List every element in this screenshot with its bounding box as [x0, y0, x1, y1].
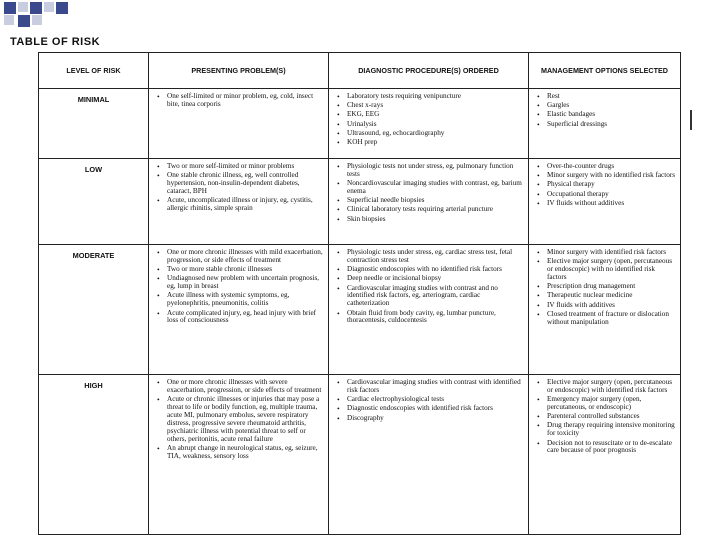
level-cell: [39, 159, 149, 245]
risk-row-high: [39, 375, 681, 535]
diagnostic-list: [329, 159, 528, 227]
diagnostic-item: • Diagnostic endoscopies with no identified risk factors: [337, 266, 524, 274]
deco-square-2: [18, 2, 28, 12]
diagnostic-item: • Cardiovascular imaging studies with contrast with identified risk factors: [337, 379, 524, 395]
diagnostic-list: [329, 375, 528, 426]
problem-list: [149, 89, 328, 112]
diagnostic-cell: [329, 159, 529, 245]
problem-list: [149, 245, 328, 329]
management-item: • Emergency major surgery (open, percutaneous, or endoscopic): [537, 396, 676, 412]
problem-item: • Acute, uncomplicated illness or injury, eg, cystitis, allergic rhinitis, simple sprain: [157, 197, 324, 213]
management-item: • Over-the-counter drugs: [537, 163, 676, 171]
problem-item: • Undiagnosed new problem with uncertain prognosis, eg, lump in breast: [157, 275, 324, 291]
margin-mark: [690, 110, 692, 130]
diagnostic-item: • Discography: [337, 415, 524, 423]
slide-corner-decoration: [0, 0, 80, 28]
management-item: • Occupational therapy: [537, 191, 676, 199]
management-item: • Therapeutic nuclear medicine: [537, 292, 676, 300]
diagnostic-item: • Diagnostic endoscopies with identified risk factors: [337, 405, 524, 413]
diagnostic-item: • Cardiovascular imaging studies with contrast and no identified risk factors, eg, arteriogram, cardiac catheterization: [337, 285, 524, 309]
problem-item: • One or more chronic illnesses with mild exacerbation, progression, or side effects of treatment: [157, 249, 324, 265]
level-label: HIGH: [84, 381, 103, 390]
risk-table: [38, 52, 681, 535]
problem-item: • One or more chronic illnesses with severe exacerbation, progression, or side effects of treatment: [157, 379, 324, 395]
management-item: • Elective major surgery (open, percutaneous or endoscopic) with no identified risk factors: [537, 258, 676, 282]
diagnostic-item: • Laboratory tests requiring venipuncture: [337, 93, 524, 101]
problem-cell: [149, 89, 329, 159]
management-item: • Prescription drug management: [537, 283, 676, 291]
diagnostic-cell: [329, 89, 529, 159]
problem-list: [149, 159, 328, 216]
level-cell: [39, 375, 149, 535]
management-cell: [529, 89, 681, 159]
management-cell: [529, 159, 681, 245]
diagnostic-item: • Physiologic tests not under stress, eg, pulmonary function tests: [337, 163, 524, 179]
header-level: LEVEL OF RISK: [39, 53, 149, 89]
problem-item: • Acute or chronic illnesses or injuries that may pose a threat to life or bodily function, eg, multiple trauma, acute MI, pulmonary embolus, severe respiratory distress, progressive severe rheumatoid arthritis, psychiatric illness with potential threat to self or others, peritonitis, acute renal failure: [157, 396, 324, 443]
diagnostic-item: • Urinalysis: [337, 121, 524, 129]
diagnostic-item: • Cardiac electrophysiological tests: [337, 396, 524, 404]
diagnostic-item: • Deep needle or incisional biopsy: [337, 275, 524, 283]
management-item: • Minor surgery with no identified risk factors: [537, 172, 676, 180]
header-problem: PRESENTING PROBLEM(S): [149, 53, 329, 89]
management-item: • Drug therapy requiring intensive monitoring for toxicity: [537, 422, 676, 438]
problem-cell: [149, 245, 329, 375]
diagnostic-item: • Chest x-rays: [337, 102, 524, 110]
management-cell: [529, 245, 681, 375]
diagnostic-cell: [329, 245, 529, 375]
risk-row-minimal: [39, 89, 681, 159]
deco-square-6: [4, 15, 14, 25]
page-title: TABLE OF RISK: [10, 36, 101, 48]
management-item: • Parenteral controlled substances: [537, 413, 676, 421]
problem-list: [149, 375, 328, 464]
diagnostic-item: • Skin biopsies: [337, 216, 524, 224]
diagnostic-item: • Noncardiovascular imaging studies with contrast, eg, barium enema: [337, 180, 524, 196]
diagnostic-list: [329, 245, 528, 329]
diagnostic-item: • Superficial needle biopsies: [337, 197, 524, 205]
deco-square-4: [44, 2, 54, 12]
management-item: • Minor surgery with identified risk factors: [537, 249, 676, 257]
management-item: • Physical therapy: [537, 181, 676, 189]
level-label: LOW: [84, 165, 103, 174]
diagnostic-list: [329, 89, 528, 150]
deco-square-5: [56, 2, 68, 14]
level-cell: [39, 89, 149, 159]
management-item: • IV fluids with additives: [537, 302, 676, 310]
deco-square-8: [32, 15, 42, 25]
diagnostic-item: • Obtain fluid from body cavity, eg, lumbar puncture, thoracentesis, culdocentesis: [337, 310, 524, 326]
problem-item: • Acute complicated injury, eg, head injury with brief loss of consciousness: [157, 310, 324, 326]
management-item: • Gargles: [537, 102, 676, 110]
management-item: • Closed treatment of fracture or dislocation without manipulation: [537, 311, 676, 327]
diagnostic-item: • EKG, EEG: [337, 111, 524, 119]
management-list: [529, 245, 680, 330]
problem-item: • An abrupt change in neurological status, eg, seizure, TIA, weakness, sensory loss: [157, 445, 324, 461]
problem-item: • Two or more stable chronic illnesses: [157, 266, 324, 274]
management-item: • Elastic bandages: [537, 111, 676, 119]
management-item: • Rest: [537, 93, 676, 101]
deco-square-7: [18, 15, 30, 27]
problem-item: • One self-limited or minor problem, eg, cold, insect bite, tinea corporis: [157, 93, 324, 109]
diagnostic-item: • Physiologic tests under stress, eg, cardiac stress test, fetal contraction stress test: [337, 249, 524, 265]
risk-row-moderate: [39, 245, 681, 375]
management-item: • Elective major surgery (open, percutaneous or endoscopic) with identified risk factors: [537, 379, 676, 395]
diagnostic-item: • Ultrasound, eg, echocardiography: [337, 130, 524, 138]
management-list: [529, 375, 680, 459]
problem-item: • Acute illness with systemic symptoms, eg, pyelonephritis, pneumonitis, colitis: [157, 292, 324, 308]
deco-square-3: [30, 2, 42, 14]
level-label: MINIMAL: [77, 95, 110, 104]
diagnostic-cell: [329, 375, 529, 535]
management-list: [529, 159, 680, 211]
diagnostic-item: • KOH prep: [337, 139, 524, 147]
header-management: MANAGEMENT OPTIONS SELECTED: [529, 53, 681, 89]
problem-item: • One stable chronic illness, eg, well controlled hypertension, non-insulin-dependent diabetes, cataract, BPH: [157, 172, 324, 196]
diagnostic-item: • Clinical laboratory tests requiring arterial puncture: [337, 206, 524, 214]
risk-table-body: [39, 89, 681, 535]
deco-square-1: [4, 2, 16, 14]
level-cell: [39, 245, 149, 375]
problem-cell: [149, 375, 329, 535]
problem-cell: [149, 159, 329, 245]
risk-row-low: [39, 159, 681, 245]
management-item: • IV fluids without additives: [537, 200, 676, 208]
management-cell: [529, 375, 681, 535]
management-item: • Superficial dressings: [537, 121, 676, 129]
management-item: • Decision not to resuscitate or to de-escalate care because of poor prognosis: [537, 440, 676, 456]
header-row: [39, 53, 681, 89]
level-label: MODERATE: [72, 251, 115, 260]
management-list: [529, 89, 680, 132]
header-diagnostic: DIAGNOSTIC PROCEDURE(S) ORDERED: [329, 53, 529, 89]
problem-item: • Two or more self-limited or minor problems: [157, 163, 324, 171]
